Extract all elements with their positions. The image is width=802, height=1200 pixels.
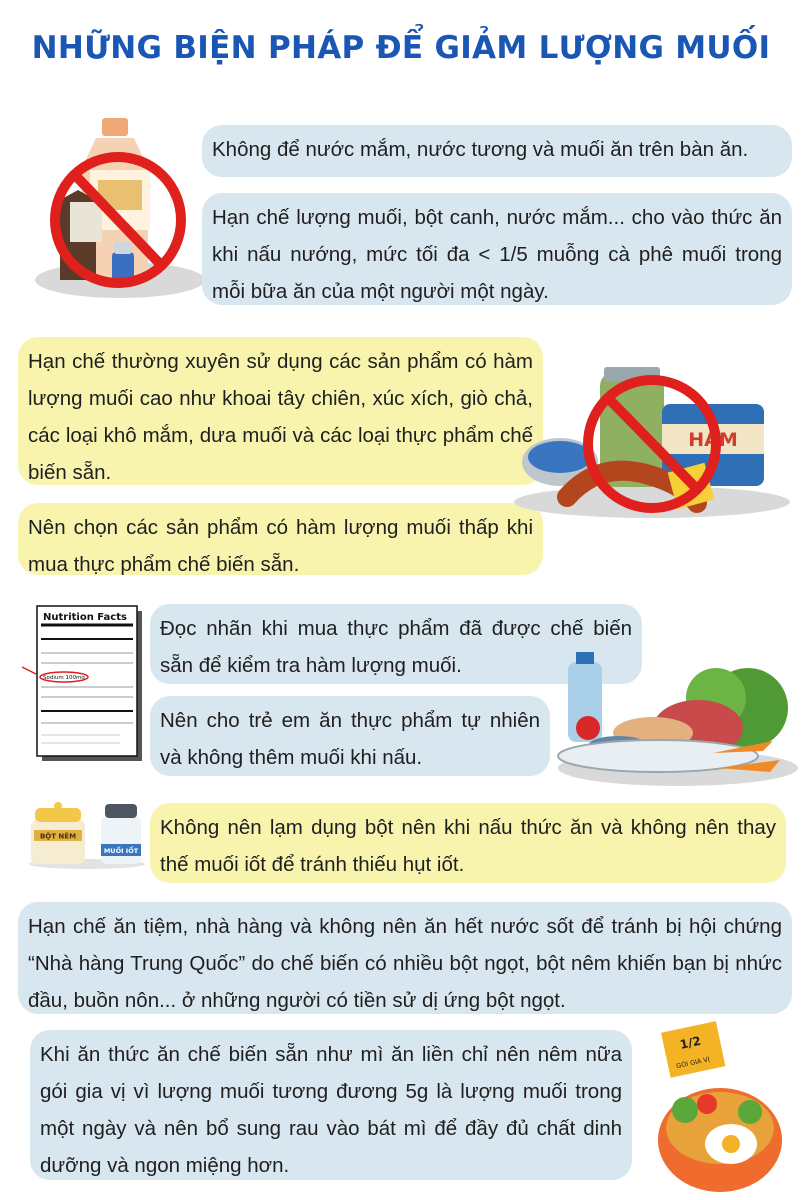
tip-text: Nên chọn các sản phẩm có hàm lượng muối thấp khi mua thực phẩm chế biến sẵn. bbox=[28, 516, 533, 576]
tip-box-limit-high-salt-products bbox=[18, 337, 543, 485]
tip-box-limit-salt-cooking bbox=[202, 193, 792, 305]
tip-text: Khi ăn thức ăn chế biến sẵn như mì ăn liền chỉ nên nêm nữa gói gia vị vì lượng muối tương đương 5g là lượng muối trong một ngày và nên bổ sung rau vào bát mì để đầy đủ chất dinh dưỡng và ngon miệng hơn. bbox=[40, 1043, 622, 1177]
tip-text: Nên cho trẻ em ăn thực phẩm tự nhiên và không thêm muối khi nấu. bbox=[160, 709, 540, 769]
bot-nem-label: BỘT NÊM bbox=[39, 832, 77, 841]
tip-box-natural-food-children bbox=[150, 696, 550, 776]
tip-box-no-condiments-on-table bbox=[202, 125, 792, 177]
ham-can-label: HAM bbox=[688, 429, 738, 451]
tip-text: Hạn chế ăn tiệm, nhà hàng và không nên ăn hết nước sốt để tránh bị hội chứng “Nhà hàng Trung Quốc” do chế biến có nhiều bột ngọt, bột nêm khiến bạn bị nhức đầu, buồn nôn... ở những người có tiền sử dị ứng bột ngọt. bbox=[28, 915, 782, 1012]
nutrition-label-illustration bbox=[20, 603, 150, 765]
noodle-bowl-illustration bbox=[645, 1020, 795, 1195]
goi-gia-vi-label: GÓI GIA VỊ bbox=[675, 1055, 711, 1071]
tip-text: Hạn chế thường xuyên sử dụng các sản phẩm có hàm lượng muối cao như khoai tây chiên, xúc xích, giò chả, các loại khô mắm, dưa muối và các loại thực phẩm chế biến sẵn. bbox=[28, 350, 533, 484]
sodium-line: Sodium 100mg bbox=[43, 675, 85, 681]
tip-text: Hạn chế lượng muối, bột canh, nước mắm... cho vào thức ăn khi nấu nướng, mức tối đa < 1/5 muỗng cà phê muối trong mỗi bữa ăn của một người một ngày. bbox=[212, 206, 782, 303]
tip-box-choose-low-salt bbox=[18, 503, 543, 575]
processed-food-no-sign-illustration bbox=[512, 362, 797, 537]
page-title: NHỮNG BIỆN PHÁP ĐỂ GIẢM LƯỢNG MUỐI bbox=[31, 30, 771, 66]
tip-box-instant-noodles bbox=[30, 1030, 632, 1180]
nutrition-facts-title: Nutrition Facts bbox=[43, 612, 127, 623]
half-packet-label: 1/2 bbox=[678, 1033, 703, 1052]
muoi-iot-label: MUỐI IỐT bbox=[103, 847, 139, 855]
tip-text: Không để nước mắm, nước tương và muối ăn trên bàn ăn. bbox=[212, 138, 749, 161]
tip-box-restaurants bbox=[18, 902, 792, 1014]
tip-box-seasoning-iodized-salt bbox=[150, 803, 786, 883]
fresh-food-illustration bbox=[548, 648, 798, 790]
tip-text: Không nên lạm dụng bột nên khi nấu thức ăn và không nên thay thế muối iốt để tránh thiếu hụt iốt. bbox=[160, 816, 776, 876]
seasoning-jars-illustration bbox=[25, 800, 150, 870]
tip-text: Đọc nhãn khi mua thực phẩm đã được chế biến sẵn để kiểm tra hàm lượng muối. bbox=[160, 617, 632, 677]
no-condiments-illustration bbox=[30, 110, 205, 310]
